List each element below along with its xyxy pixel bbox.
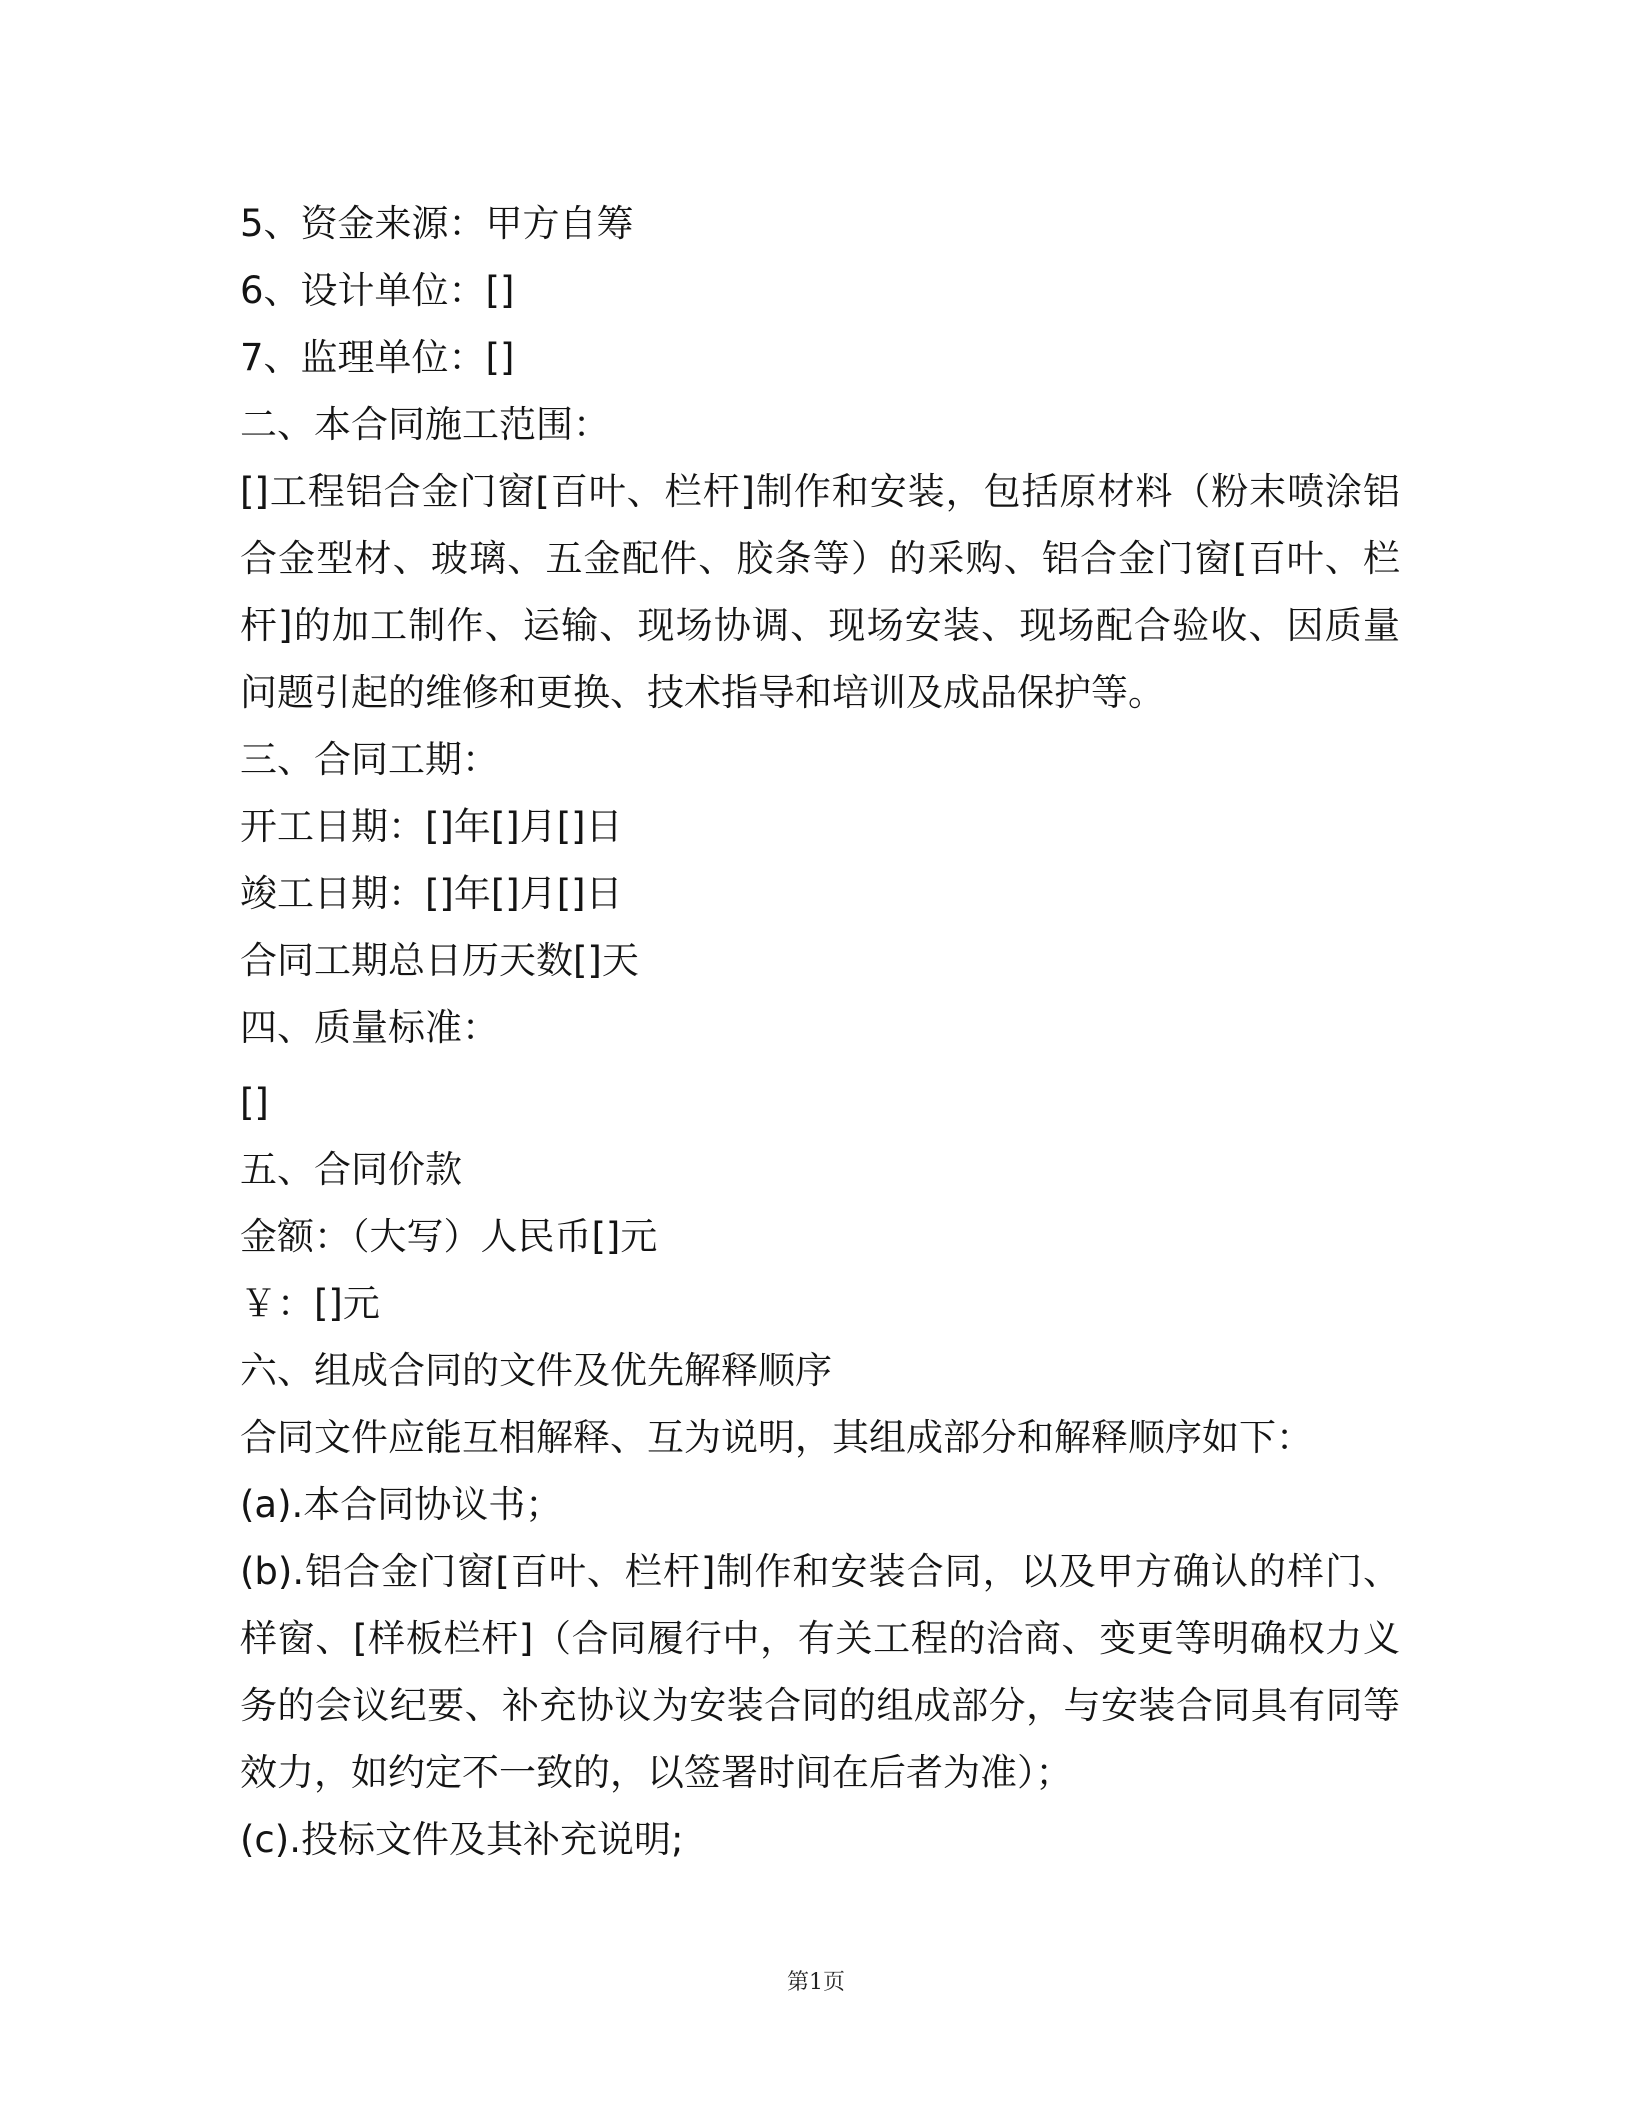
amount-in-figures-line: ￥：[]元	[240, 1282, 380, 1325]
supervision-unit-line: 7、监理单位：[]	[240, 336, 515, 379]
document-item-c: (c).投标文件及其补充说明;	[240, 1818, 684, 1861]
design-unit-line: 6、设计单位：[]	[240, 269, 515, 312]
start-date-line: 开工日期：[]年[]月[]日	[240, 805, 623, 848]
page-number: 第1页	[787, 1970, 845, 1995]
scope-paragraph: []工程铝合金门窗[百叶、栏杆]制作和安装，包括原材料（粉末喷涂铝合金型材、玻璃、五金配件、胶条等）的采购、铝合金门窗[百叶、栏杆]的加工制作、运输、现场协调、现场安装、现场配合验收、因质量问题引起的维修和更换、技术指导和培训及成品保护等。	[240, 470, 1400, 714]
section-heading-price: 五、合同价款	[240, 1148, 462, 1191]
quality-standard-value: []	[240, 1081, 269, 1124]
end-date-line: 竣工日期：[]年[]月[]日	[240, 872, 623, 915]
section-heading-schedule: 三、合同工期：	[240, 738, 499, 781]
section-heading-documents: 六、组成合同的文件及优先解释顺序	[240, 1349, 832, 1392]
total-days-line: 合同工期总日历天数[]天	[240, 939, 639, 982]
document-item-b: (b).铝合金门窗[百叶、栏杆]制作和安装合同，以及甲方确认的样门、样窗、[样板栏杆]（合同履行中，有关工程的洽商、变更等明确权力义务的会议纪要、补充协议为安装合同的组成部分，与安装合同具有同等效力，如约定不一致的，以签署时间在后者为准）；	[240, 1550, 1400, 1794]
documents-description: 合同文件应能互相解释、互为说明，其组成部分和解释顺序如下：	[240, 1416, 1313, 1459]
document-body	[240, 190, 1400, 1873]
section-heading-quality: 四、质量标准：	[240, 1006, 499, 1049]
document-item-a: (a).本合同协议书；	[240, 1483, 563, 1526]
section-heading-scope: 二、本合同施工范围：	[240, 403, 610, 446]
amount-in-words-line: 金额：（大写）人民币[]元	[240, 1215, 658, 1258]
funding-source-line: 5、资金来源：甲方自筹	[240, 202, 634, 245]
